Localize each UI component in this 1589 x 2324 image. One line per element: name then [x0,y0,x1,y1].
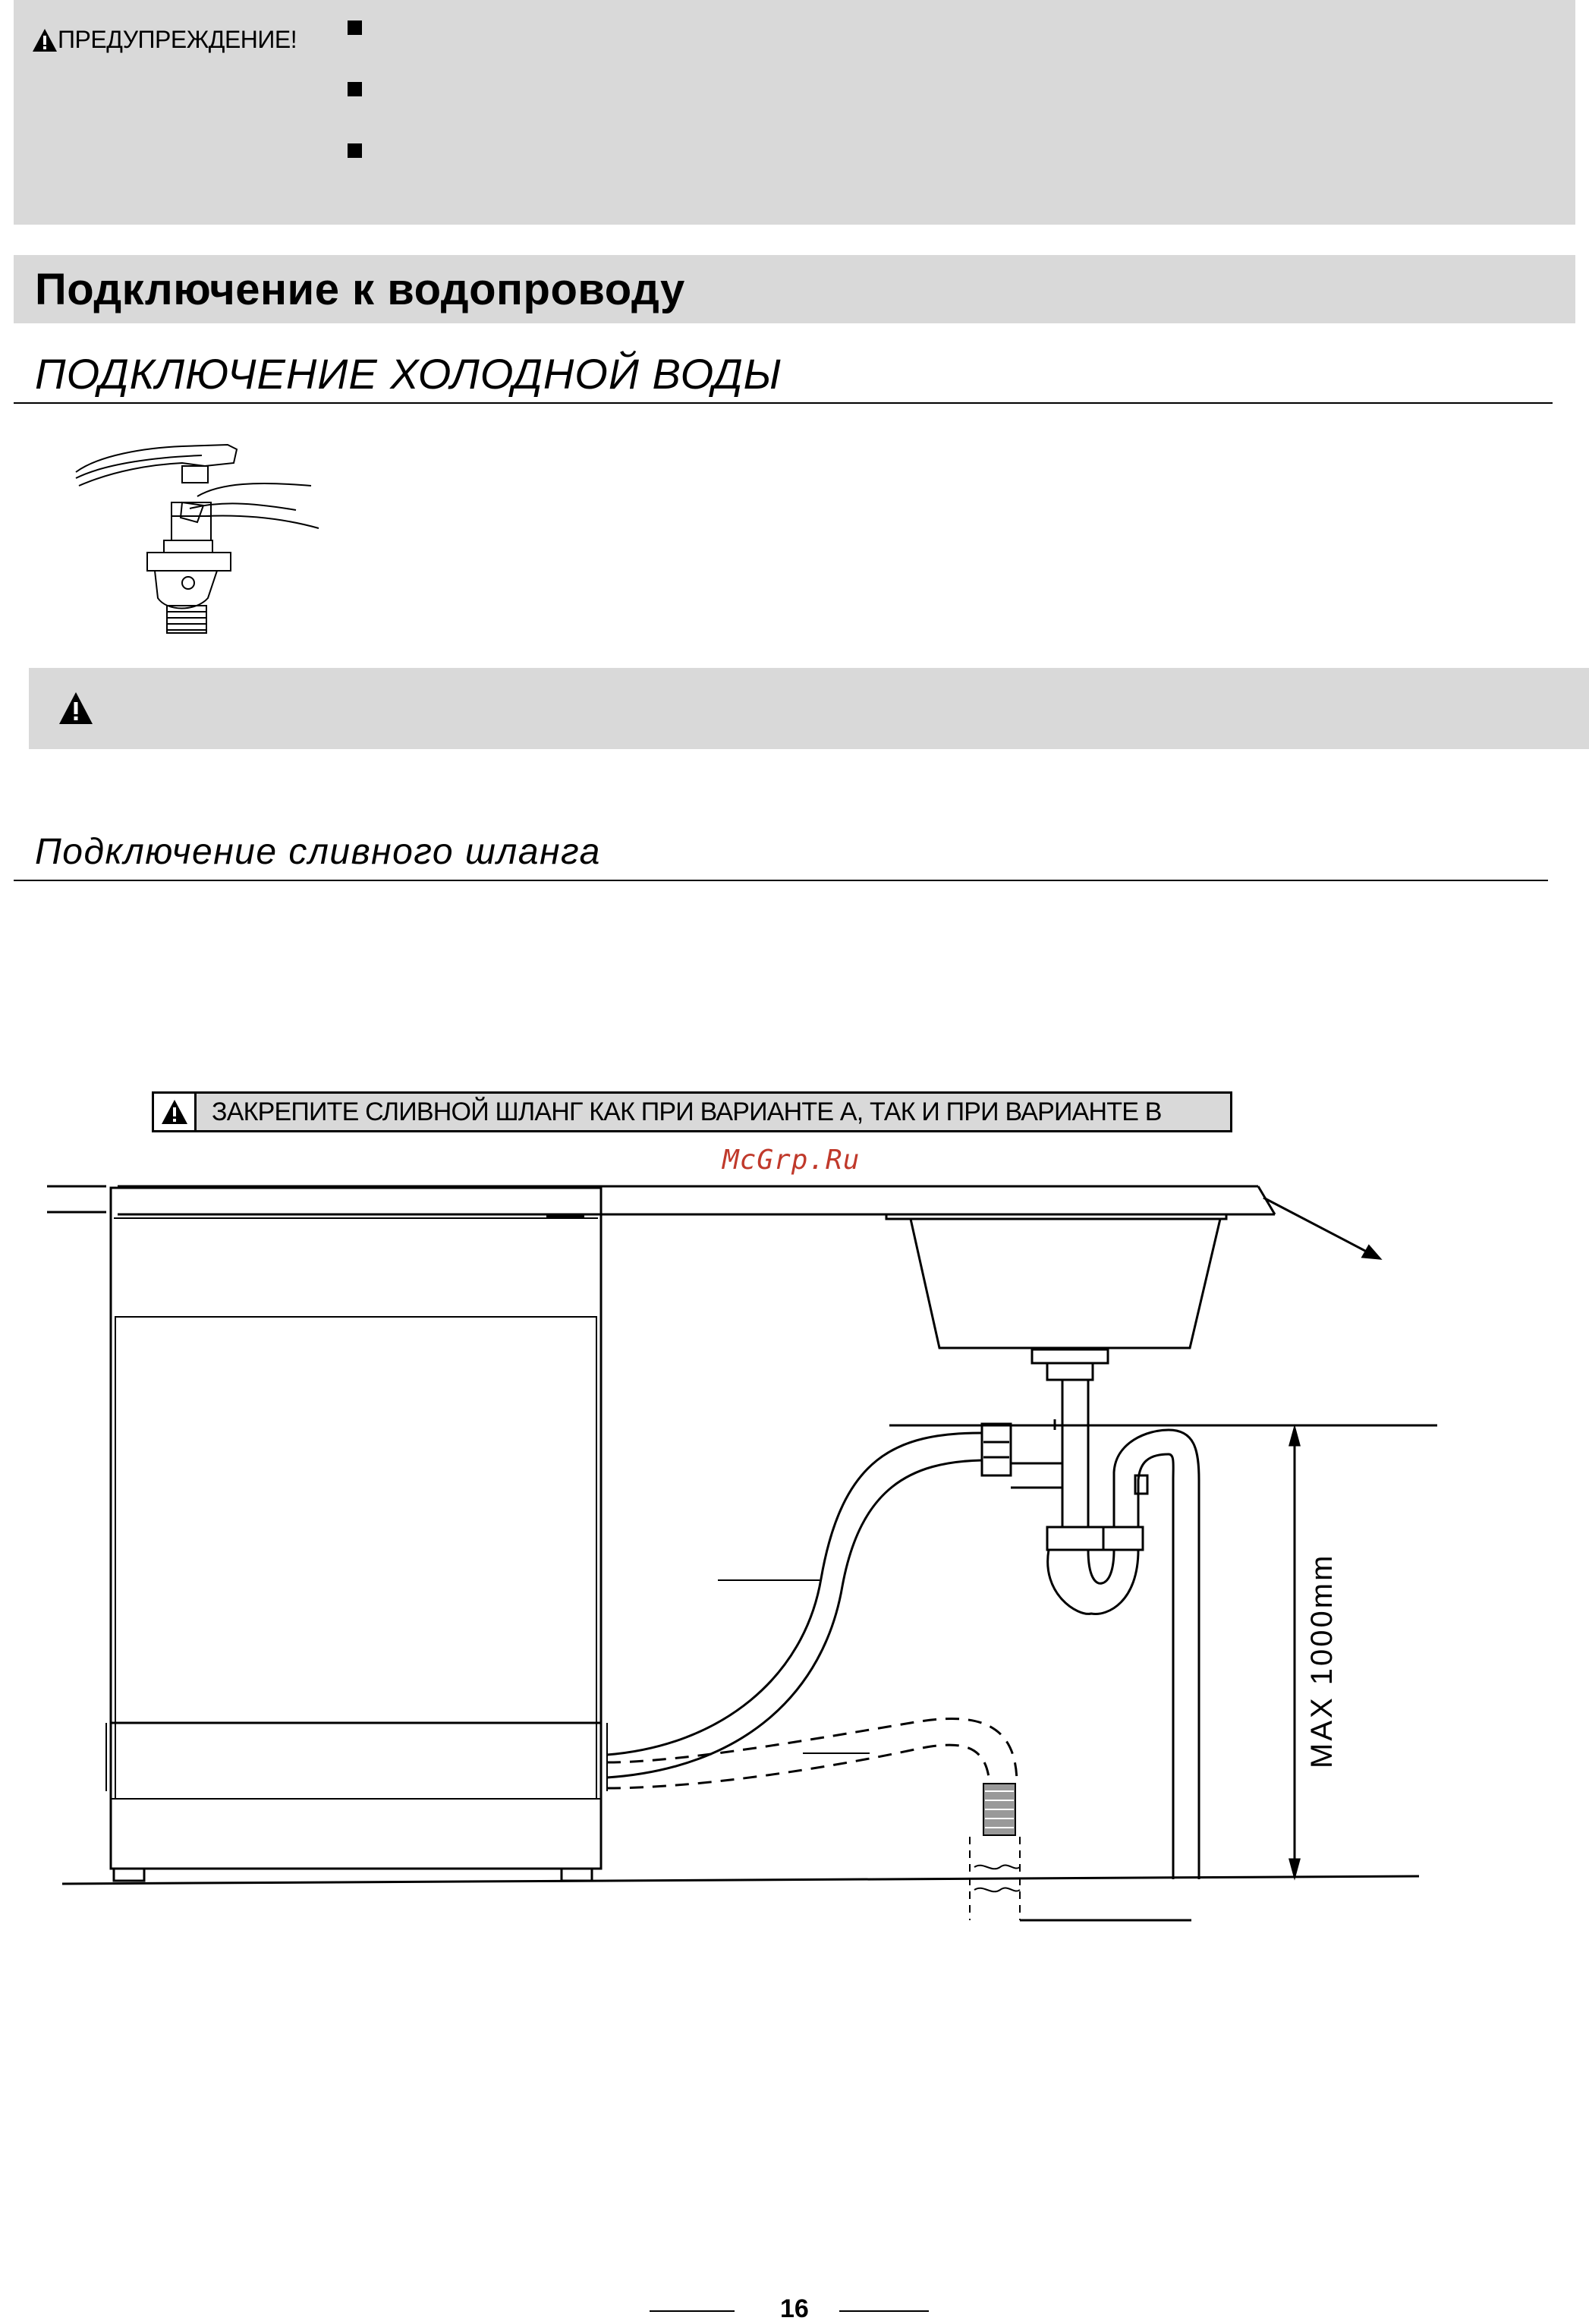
dishwasher [106,1188,607,1881]
warning-triangle-icon [161,1099,188,1125]
heading-rule [14,402,1553,404]
watermark: McGrp.Ru [722,1145,861,1176]
warning-triangle-icon [58,691,94,726]
drain-hose-heading: Подключение сливного шланга [35,832,601,872]
drain-installation-diagram [0,1169,1589,1943]
bullet-3 [348,143,362,158]
warning-label: ПРЕДУПРЕЖДЕНИЕ! [58,26,297,53]
section-title: Подключение к водопроводу [35,265,685,314]
drain-hose-a [607,1424,1011,1778]
siphon-pipe [1011,1380,1199,1879]
footer-rule-left [650,2310,735,2312]
footer-rule-right [839,2310,929,2312]
warning-box-middle [29,668,1589,749]
sink [886,1214,1226,1380]
warning-header [32,26,297,54]
bullet-2 [348,82,362,96]
heading-rule [14,880,1548,881]
page-number: 16 [780,2294,809,2323]
max-height-label: MAX 1000mm [1305,1553,1339,1768]
faucet-connection-illustration [68,433,334,653]
cold-water-heading: ПОДКЛЮЧЕНИЕ ХОЛОДНОЙ ВОДЫ [35,350,782,398]
diagram-caption-box [152,1091,1232,1132]
bullet-1 [348,20,362,35]
caption-icon-cell [154,1094,197,1130]
diagram-caption: ЗАКРЕПИТЕ СЛИВНОЙ ШЛАНГ КАК ПРИ ВАРИАНТЕ А, ТАК И ПРИ ВАРИАНТЕ В [212,1097,1162,1126]
standpipe [970,1784,1191,1920]
warning-triangle-icon [32,28,58,52]
max-height-dimension [889,1425,1437,1876]
